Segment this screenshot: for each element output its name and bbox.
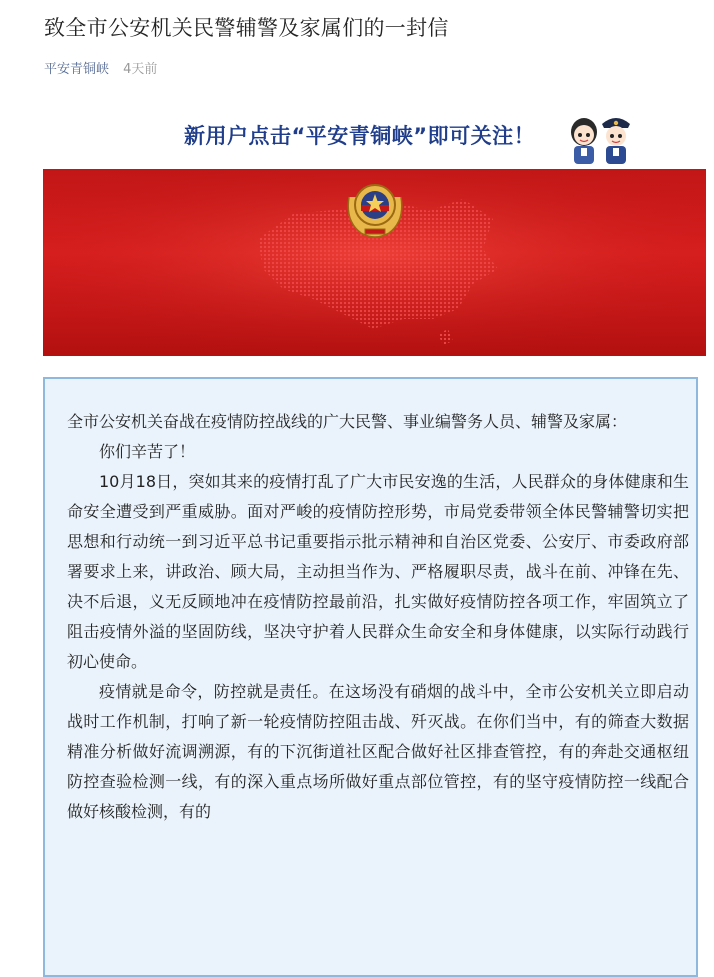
account-link[interactable]: 平安青铜峡: [44, 62, 110, 77]
letter-body: [67, 407, 689, 827]
police-mascots-icon: [566, 110, 636, 168]
article-meta: [44, 58, 157, 77]
letter-greeting: 你们辛苦了！: [99, 442, 196, 461]
letter-salutation: 全市公安机关奋战在疫情防控战线的广大民警、事业编警务人员、辅警及家属：: [67, 412, 628, 431]
police-banner: [43, 169, 706, 356]
letter-paragraph: 疫情就是命令，防控就是责任。在这场没有硝烟的战斗中，全市公安机关立即启动战时工作机制，打响了新一轮疫情防控阻击战、歼灭战。在你们当中，有的筛查大数据精准分析做好流调溯源，有的下沉街道社区配合做好社区排查管控，有的奔赴交通枢纽防控查验检测一线，有的深入重点场所做好重点部位管控，有的坚守疫情防控一线配合做好核酸检测，有的: [67, 682, 689, 821]
article-title: 致全市公安机关民警辅警及家属们的一封信: [44, 16, 449, 40]
publish-time: 4天前: [123, 62, 158, 77]
follow-prompt[interactable]: 新用户点击“平安青铜峡”即可关注！: [184, 124, 536, 148]
letter-paragraph: 10月18日，突如其来的疫情打乱了广大市民安逸的生活，人民群众的身体健康和生命安全遭受到严重威胁。面对严峻的疫情防控形势，市局党委带领全体民警辅警切实把思想和行动统一到习近平总书记重要指示批示精神和自治区党委、公安厅、市委政府部署要求上来，讲政治、顾大局，主动担当作为、严格履职尽责，战斗在前、冲锋在先、决不后退，义无反顾地冲在疫情防控最前沿，扎实做好疫情防控各项工作，牢固筑立了阻击疫情外溢的坚固防线，坚决守护着人民群众生命安全和身体健康，以实际行动践行初心使命。: [67, 472, 689, 671]
letter-box: [43, 377, 698, 977]
